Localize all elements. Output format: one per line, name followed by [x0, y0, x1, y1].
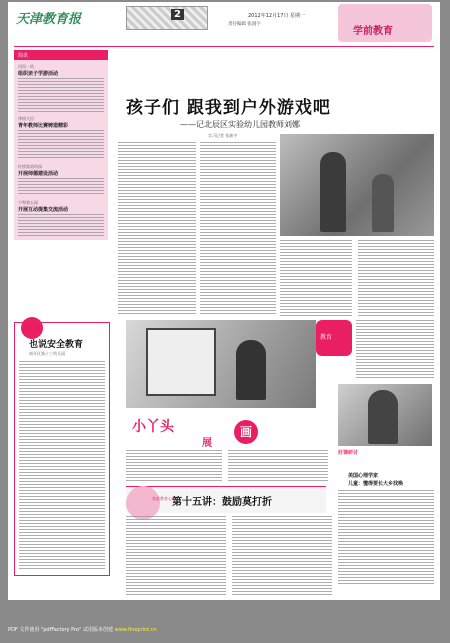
masthead — [8, 2, 440, 50]
feature-body — [19, 361, 105, 569]
news-kicker: 津南大田 — [18, 116, 34, 121]
art-feature-badge: 画 — [234, 420, 258, 444]
editor-line: 责任编辑 张润宇 — [228, 22, 261, 27]
pdf-footer-text: PDF 文件使用 "pdfFactory Pro" 试用版本创建 www.fineprint.cn — [8, 627, 157, 633]
article-body-col3 — [280, 240, 352, 316]
decor-bubble — [21, 317, 43, 339]
side-body-text — [356, 320, 434, 380]
newspaper-page — [8, 2, 440, 600]
news-kicker: 红桥富裕幼园 — [18, 164, 42, 169]
section-label: 学前教育 — [353, 26, 393, 37]
article-byline: 实习记者 张新宇 — [208, 133, 238, 138]
lecture-tag: 家庭教育心得 — [152, 496, 176, 501]
article-body-col2 — [200, 142, 276, 314]
masthead-rule — [14, 46, 434, 47]
article-headline: 孩子们 跟我到户外游戏吧 — [126, 98, 331, 118]
safety-education-feature — [14, 322, 110, 576]
child-drawing-photo — [126, 320, 316, 408]
drawing-board — [146, 328, 216, 396]
news-headline: 组织亲子学游活动 — [18, 71, 59, 77]
news-brief-column — [14, 50, 108, 240]
lecture-badge — [126, 486, 160, 520]
article-subhead: ——记北辰区实验幼儿园教师刘娜 — [180, 120, 300, 129]
body-text — [18, 178, 104, 196]
psych-subheadline: 儿童：懂得要长大乡找唤 — [348, 481, 404, 487]
lecture-title: 第十五讲：鼓励莫打折 — [172, 497, 272, 508]
lecture-body-col2 — [232, 516, 332, 596]
art-body-col2 — [228, 450, 328, 482]
body-text — [18, 78, 104, 112]
art-feature-title-tail: 展 — [202, 438, 212, 449]
body-text — [18, 214, 104, 236]
body-text — [18, 130, 104, 160]
psych-body — [338, 490, 434, 586]
feature-source: 南开区第十三幼儿园 — [29, 351, 65, 356]
issue-number: 2 — [171, 9, 184, 20]
person-figure — [368, 390, 398, 444]
date-line: 2012年12月17日 星期一 — [248, 13, 306, 19]
child-figure — [372, 174, 394, 232]
lecture-body-col1 — [126, 516, 226, 596]
news-kicker: 河西一幼 — [18, 64, 34, 69]
art-feature-title: 小丫头 — [132, 419, 174, 435]
psych-headline: 美国心理学家 — [348, 473, 379, 479]
girl-figure — [236, 340, 266, 400]
news-headline: 开展互动提集交流活动 — [18, 207, 69, 213]
psych-section-label: 好课研讨 — [338, 450, 359, 456]
column-label: 简讯 — [14, 50, 108, 60]
article-body-col4 — [358, 240, 434, 316]
newspaper-logo: 天津教育报 — [16, 12, 82, 27]
decor-tag: 教育 — [316, 320, 352, 356]
article-body-col1 — [118, 142, 196, 314]
footer-link[interactable]: www.fineprint.cn — [114, 627, 157, 633]
psychologist-photo — [338, 384, 432, 446]
feature-title: 也说安全教育 — [29, 340, 84, 350]
news-headline: 开展师德建设活动 — [18, 171, 59, 177]
news-kicker: 宁和第五园 — [18, 200, 38, 205]
teacher-with-children-photo — [280, 134, 434, 236]
art-body-col1 — [126, 450, 222, 482]
issue-tag — [126, 6, 208, 30]
teacher-figure — [320, 152, 346, 232]
news-headline: 青年教师比赛铸造精彩 — [18, 123, 69, 129]
